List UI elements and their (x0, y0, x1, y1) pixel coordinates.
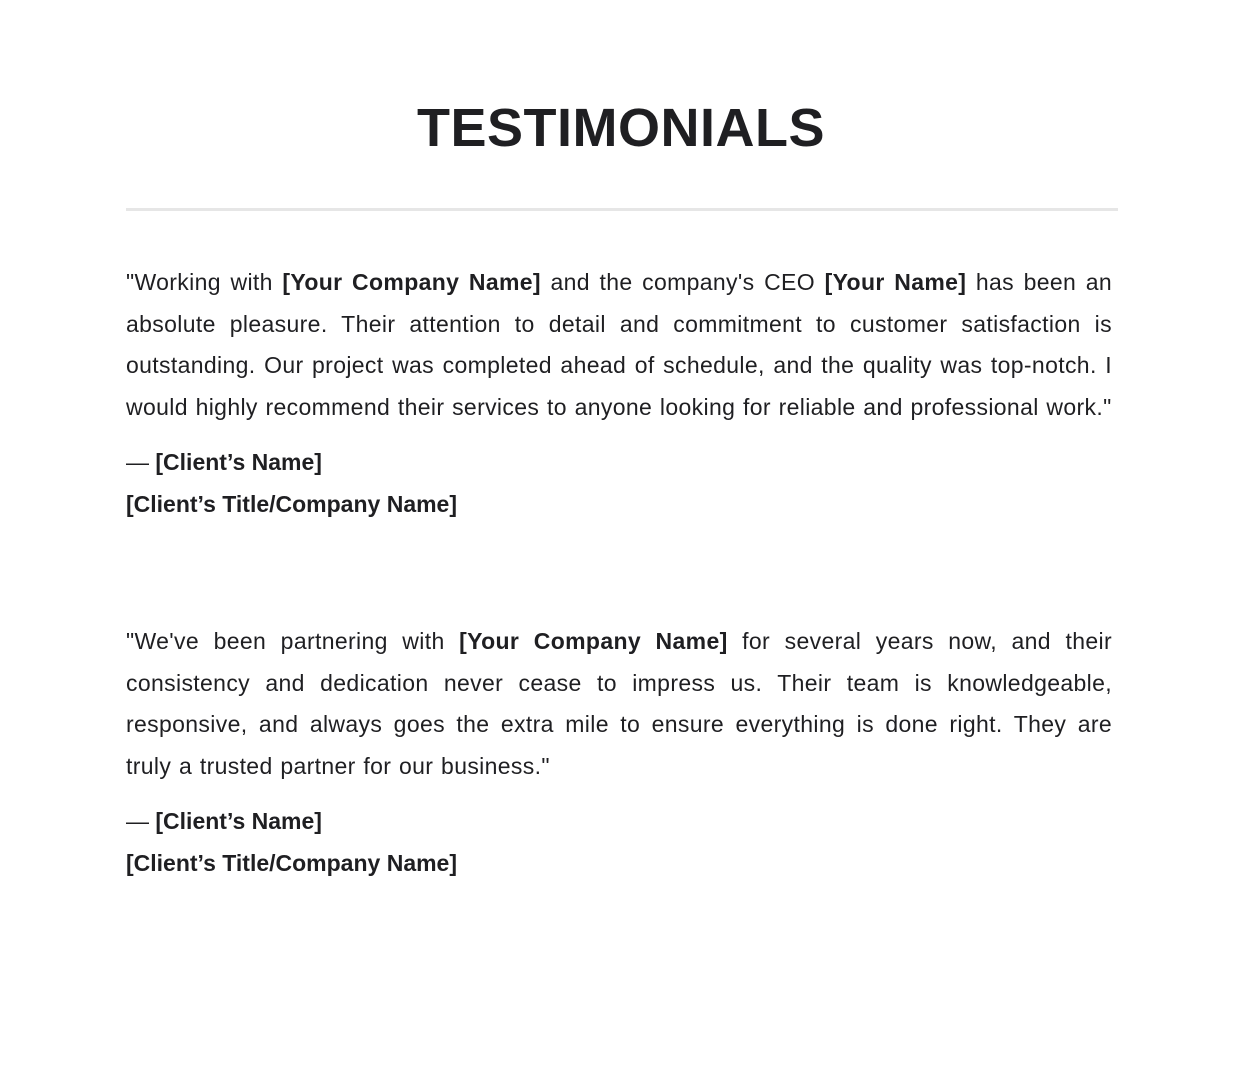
quote-text: and the company's CEO (540, 269, 825, 295)
quote-text: "Working with (126, 269, 283, 295)
testimonial-2 (126, 621, 1112, 884)
em-dash: — (126, 448, 156, 475)
page-title: TESTIMONIALS (417, 98, 825, 158)
testimonial-quote (126, 621, 1112, 788)
client-name: [Client’s Name] (155, 807, 322, 834)
company-name-placeholder: [Your Company Name] (282, 269, 541, 295)
client-title: [Client’s Title/Company Name] (126, 490, 458, 517)
client-name: [Client’s Name] (155, 448, 322, 475)
quote-text: for several years now, and their consistency and dedication never cease to impress us. Their team is knowledgeable, responsive, and always goes the extra mile to ensure everything is done right. They are truly a trusted partner for our business." (126, 628, 1112, 780)
client-name-line (126, 800, 1112, 842)
client-title-line (126, 842, 1112, 884)
testimonial-1 (126, 262, 1112, 525)
testimonial-attribution (126, 800, 1112, 884)
testimonial-quote (126, 262, 1112, 429)
client-title-line (126, 483, 1112, 525)
your-name-placeholder: [Your Name] (824, 269, 967, 295)
company-name-placeholder: [Your Company Name] (459, 628, 728, 654)
em-dash: — (126, 807, 156, 834)
quote-text: "We've been partnering with (126, 628, 460, 654)
quote-text: has been an absolute pleasure. Their attention to detail and commitment to customer satisfaction is outstanding. Our project was completed ahead of schedule, and the quality was top-notch. I would highly recommend their services to anyone looking for reliable and professional work." (126, 269, 1113, 421)
client-name-line (126, 441, 1112, 483)
client-title: [Client’s Title/Company Name] (126, 849, 458, 876)
title-divider (126, 208, 1118, 211)
testimonial-attribution (126, 441, 1112, 525)
